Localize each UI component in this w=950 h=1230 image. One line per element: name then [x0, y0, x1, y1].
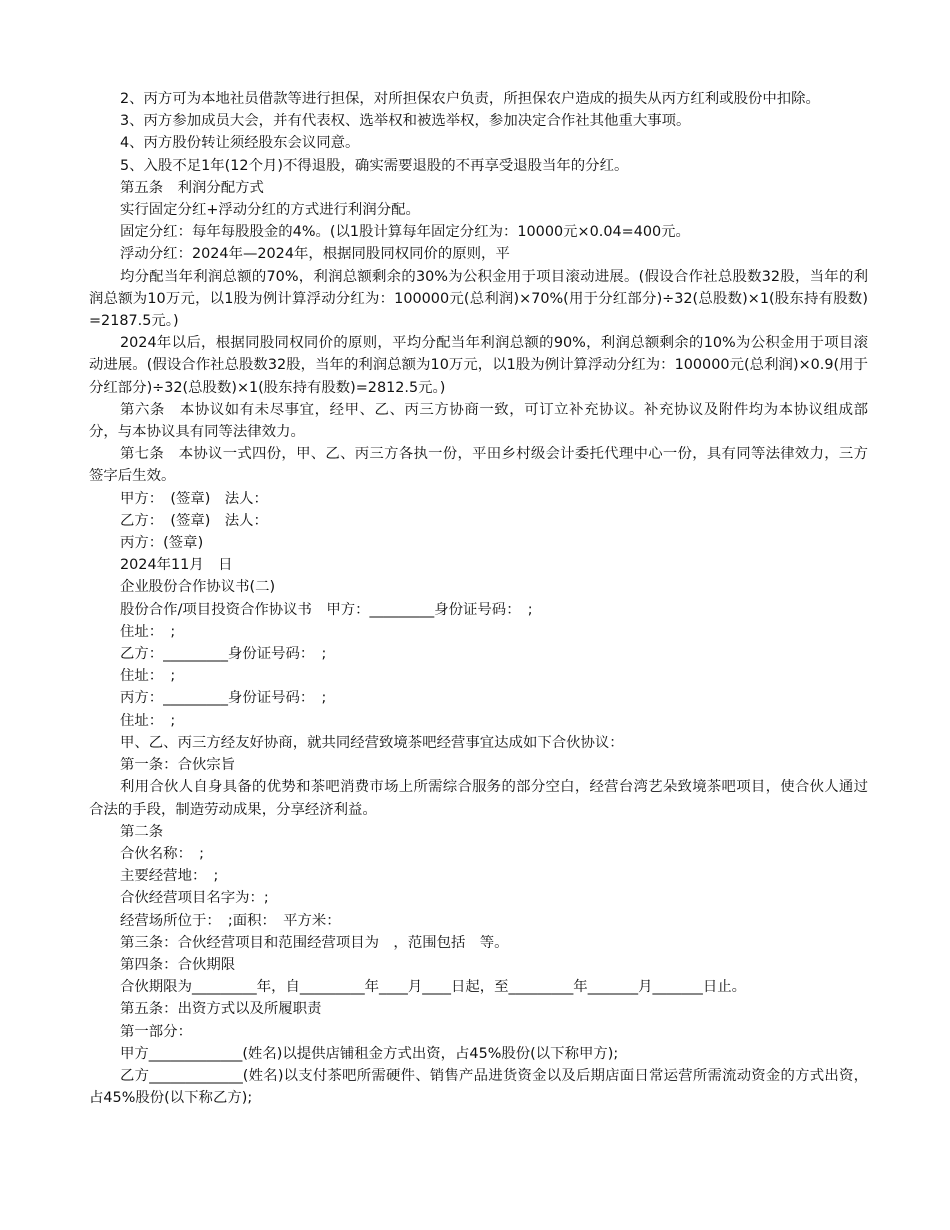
paragraph: 甲方_____________(姓名)以提供店铺租金方式出资，占45%股份(以下称甲方); — [120, 1045, 619, 1062]
field-line: 经营场所位于： ;面积： 平方米： — [120, 912, 341, 929]
signature-line: 乙方： (签章) 法人： — [120, 512, 268, 529]
section-heading: 第五条：出资方式以及所履职责 — [120, 1001, 322, 1018]
address-line: 住址： ; — [120, 712, 176, 729]
party-line: 股份合作/项目投资合作协议书 甲方：_________身份证号码： ; — [120, 601, 533, 618]
document-title: 企业股份合作协议书(二) — [120, 579, 276, 596]
party-line: 丙方：_________身份证号码： ; — [120, 690, 327, 707]
section-heading: 第七条 本协议一式四份，甲、乙、丙三方各执一份，平田乡村级会计委托代理中心一份，具有同等法律效力，三方签字后生效。 — [89, 446, 868, 485]
paragraph: 乙方_____________(姓名)以支付茶吧所需硬件、销售产品进货资金以及后期店面日常运营所需流动资金的方式出资，占45%股份(以下称乙方); — [89, 1067, 868, 1107]
section-heading: 第三条：合伙经营项目和范围经营项目为 ，范围包括 等。 — [120, 934, 509, 951]
signature-line: 丙方：(签章) — [120, 535, 204, 552]
paragraph: 利用合伙人自身具备的优势和茶吧消费市场上所需综合服务的部分空白，经营台湾艺朵致境茶吧项目，使合伙人通过合法的手段，制造劳动成果，分享经济利益。 — [89, 779, 868, 818]
paragraph: 固定分红：每年每股股金的4%。(以1股计算每年固定分红为：10000元×0.04=400元。 — [120, 224, 690, 241]
paragraph: 2、丙方可为本地社员借款等进行担保，对所担保农户负责，所担保农户造成的损失从丙方红利或股份中扣除。 — [120, 91, 820, 107]
paragraph: 甲、乙、丙三方经友好协商，就共同经营致境茶吧经营事宜达成如下合伙协议： — [120, 734, 624, 751]
signature-line: 甲方： (签章) 法人： — [120, 490, 268, 507]
subsection-heading: 第一部分： — [120, 1023, 192, 1040]
paragraph: 2024年以后，根据同股同权同价的原则，平均分配当年利润总额的90%，利润总额剩余的10%为公积金用于项目滚动进展。(假设合作社总股数32股，当年的利润总额为10万元，以1股为例计算浮动分红为：100000元(总利润)×0.9(用于分红部分)÷32(总股数)×1(股东持有股数)=2812.5元。) — [89, 335, 868, 396]
field-line: 主要经营地： ; — [120, 868, 219, 885]
address-line: 住址： ; — [120, 623, 176, 640]
paragraph: 3、丙方参加成员大会，并有代表权、选举权和被选举权，参加决定合作社其他重大事项。 — [120, 113, 691, 130]
section-heading: 第五条 利润分配方式 — [120, 179, 264, 196]
section-heading: 第二条 — [120, 823, 164, 840]
field-line: 合伙期限为_________年，自_________年____月____日起，至_________年_______月_______日止。 — [120, 979, 746, 996]
paragraph: 浮动分红：2024年—2024年，根据同股同权同价的原则，平 — [120, 246, 510, 263]
party-line: 乙方：_________身份证号码： ; — [120, 646, 327, 663]
section-heading: 第六条 本协议如有未尽事宜，经甲、乙、丙三方协商一致，可订立补充协议。补充协议及附件均为本协议组成部分，与本协议具有同等法律效力。 — [89, 401, 868, 441]
paragraph: 5、入股不足1年(12个月)不得退股，确实需要退股的不再享受退股当年的分红。 — [120, 157, 629, 174]
field-line: 合伙名称： ; — [120, 845, 204, 862]
paragraph: 均分配当年利润总额的70%，利润总额剩余的30%为公积金用于项目滚动进展。(假设合作社总股数32股，当年的利润总额为10万元，以1股为例计算浮动分红为：100000元(总利润)×70%(用于分红部分)÷32(总股数)×1(股东持有股数)=2187.5元。) — [89, 268, 868, 330]
field-line: 合伙经营项目名字为：; — [120, 890, 269, 907]
date-line: 2024年11月 日 — [120, 557, 233, 574]
section-heading: 第一条：合伙宗旨 — [120, 757, 236, 774]
section-heading: 第四条：合伙期限 — [120, 956, 236, 973]
address-line: 住址： ; — [120, 668, 176, 685]
paragraph: 实行固定分红+浮动分红的方式进行利润分配。 — [120, 202, 420, 219]
paragraph: 4、丙方股份转让须经股东会议同意。 — [120, 135, 360, 152]
